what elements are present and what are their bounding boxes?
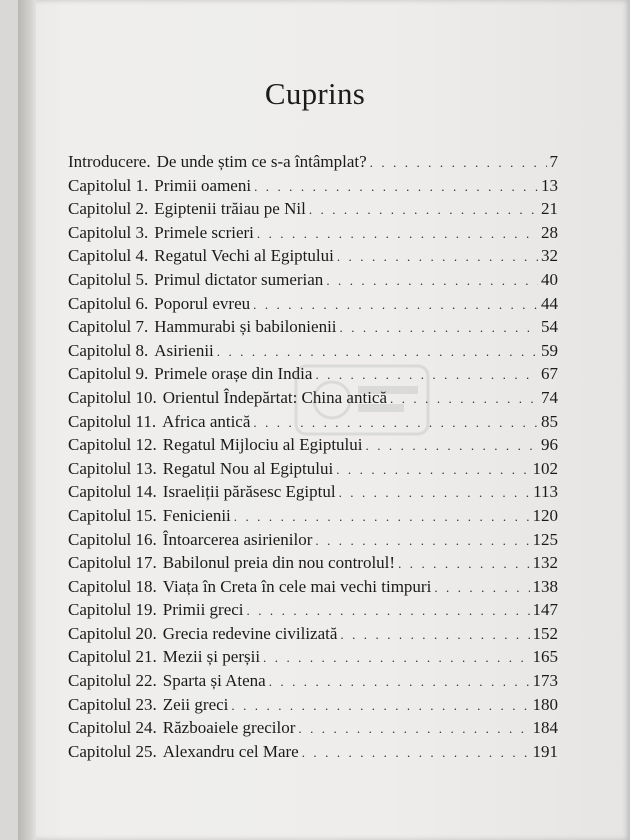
toc-entry-label: Capitolul 5. bbox=[68, 269, 149, 289]
toc-entry-title: Războaiele grecilor bbox=[162, 718, 296, 738]
toc-entry-label: Capitolul 25. bbox=[68, 741, 157, 761]
toc-entry-title: Alexandru cel Mare bbox=[162, 741, 299, 761]
toc-entry-title: Hammurabi și babilonienii bbox=[154, 317, 337, 337]
toc-entry-label: Capitolul 4. bbox=[68, 246, 149, 266]
toc-entry-title: Babilonul preia din nou controlul! bbox=[162, 553, 396, 573]
toc-entry-label: Capitolul 22. bbox=[68, 671, 157, 691]
toc-entry bbox=[68, 647, 558, 671]
toc-entry-label: Capitolul 12. bbox=[68, 435, 157, 455]
toc-entry-title: Primele scrieri bbox=[154, 222, 254, 242]
page-title: Cuprins bbox=[264, 76, 366, 111]
toc-entry-title: Sparta și Atena bbox=[162, 671, 266, 691]
toc-entry bbox=[68, 624, 558, 648]
toc-entry-label: Introducere. bbox=[68, 152, 151, 171]
toc-entry bbox=[68, 388, 558, 412]
toc-entry bbox=[68, 294, 558, 318]
toc-entry bbox=[68, 718, 558, 742]
toc-entry-title: De unde știm ce s-a întâmplat? bbox=[156, 152, 367, 171]
toc-dot-leader bbox=[370, 155, 547, 171]
toc-dot-leader bbox=[326, 273, 538, 289]
toc-entry-label: Capitolul 2. bbox=[68, 199, 149, 219]
toc-dot-leader bbox=[434, 580, 529, 596]
toc-entry bbox=[68, 600, 558, 624]
toc-entry-title: Zeii greci bbox=[162, 694, 229, 714]
toc-dot-leader bbox=[340, 320, 538, 336]
toc-entry bbox=[68, 742, 558, 766]
toc-dot-leader bbox=[234, 509, 530, 525]
toc-entry-page-number: 21 bbox=[541, 199, 558, 219]
toc-entry-page-number: 191 bbox=[532, 741, 558, 761]
toc-entry-page-number: 180 bbox=[532, 694, 558, 714]
toc-dot-leader bbox=[336, 462, 529, 478]
toc-entry-label: Capitolul 17. bbox=[68, 553, 157, 573]
toc-entry-title: Regatul Nou al Egiptului bbox=[162, 458, 334, 478]
toc-entry bbox=[68, 482, 558, 506]
toc-entry bbox=[68, 223, 558, 247]
toc-entry bbox=[68, 246, 558, 270]
toc-entry-title: Primul dictator sumerian bbox=[154, 269, 324, 289]
toc-dot-leader bbox=[309, 202, 538, 218]
toc-dot-leader bbox=[298, 721, 529, 737]
toc-entry bbox=[68, 412, 558, 436]
toc-entry-label: Capitolul 23. bbox=[68, 694, 157, 714]
toc-entry-label: Capitolul 8. bbox=[68, 340, 149, 360]
toc-entry-page-number: 165 bbox=[532, 647, 558, 667]
toc-entry-title: Mezii și perșii bbox=[162, 647, 261, 667]
toc-entry-page-number: 184 bbox=[532, 718, 558, 738]
toc-entry-label: Capitolul 6. bbox=[68, 293, 149, 313]
toc-entry bbox=[68, 459, 558, 483]
toc-entry-page-number: 125 bbox=[532, 529, 558, 549]
toc-entry bbox=[68, 317, 558, 341]
toc-entry-title: Primele orașe din India bbox=[154, 364, 313, 384]
toc-entry-title: Asirienii bbox=[154, 340, 214, 360]
toc-entry-page-number: 173 bbox=[532, 671, 558, 691]
toc-dot-leader bbox=[337, 249, 538, 265]
toc-dot-leader bbox=[315, 367, 538, 383]
toc-entry-title: Întoarcerea asirienilor bbox=[162, 529, 313, 549]
page-edge bbox=[18, 0, 36, 840]
toc-entry-title: Africa antică bbox=[162, 411, 251, 431]
toc-entry-label: Capitolul 15. bbox=[68, 505, 157, 525]
toc-entry bbox=[68, 553, 558, 577]
toc-entry-title: Israeliții părăsesc Egiptul bbox=[162, 482, 336, 502]
toc-dot-leader bbox=[247, 603, 530, 619]
toc-dot-leader bbox=[269, 674, 530, 690]
toc-dot-leader bbox=[253, 415, 538, 431]
toc-entry bbox=[68, 176, 558, 200]
toc-entry-label: Capitolul 13. bbox=[68, 458, 157, 478]
toc-entry-label: Capitolul 10. bbox=[68, 387, 157, 407]
toc-entry-title: Primii greci bbox=[162, 600, 244, 620]
toc-entry-page-number: 54 bbox=[541, 317, 558, 337]
toc-entry-page-number: 40 bbox=[541, 269, 558, 289]
toc-dot-leader bbox=[366, 438, 538, 454]
toc-entry-page-number: 96 bbox=[541, 435, 558, 455]
toc-entry-title: Orientul Îndepărtat: China antică bbox=[162, 387, 388, 407]
toc-entry-title: Grecia redevine civilizată bbox=[162, 623, 338, 643]
toc-dot-leader bbox=[217, 344, 538, 360]
toc-entry bbox=[68, 530, 558, 554]
toc-entry-page-number: 138 bbox=[532, 576, 558, 596]
toc-entry bbox=[68, 506, 558, 530]
toc-entry-label: Capitolul 20. bbox=[68, 623, 157, 643]
toc-dot-leader bbox=[231, 698, 529, 714]
toc-entry bbox=[68, 671, 558, 695]
toc-entry bbox=[68, 695, 558, 719]
toc-dot-leader bbox=[315, 533, 529, 549]
toc-dot-leader bbox=[263, 650, 529, 666]
toc-entry-page-number: 28 bbox=[541, 222, 558, 242]
toc-entry-label: Capitolul 14. bbox=[68, 482, 157, 502]
toc-entry-page-number: 74 bbox=[541, 387, 558, 407]
toc-entry-page-number: 85 bbox=[541, 411, 558, 431]
toc-entry bbox=[68, 341, 558, 365]
toc-entry-page-number: 120 bbox=[532, 505, 558, 525]
toc-dot-leader bbox=[253, 297, 538, 313]
toc-entry-page-number: 102 bbox=[532, 458, 558, 478]
toc-entry bbox=[68, 435, 558, 459]
toc-entry-label: Capitolul 1. bbox=[68, 175, 149, 195]
toc-dot-leader bbox=[302, 745, 530, 761]
toc-entry-page-number: 13 bbox=[541, 175, 558, 195]
toc-entry-label: Capitolul 9. bbox=[68, 364, 149, 384]
toc-entry bbox=[68, 152, 558, 176]
toc-entry-label: Capitolul 19. bbox=[68, 600, 157, 620]
toc-dot-leader bbox=[398, 556, 529, 572]
toc-entry-title: Regatul Mijlociu al Egiptului bbox=[162, 435, 363, 455]
toc-entry bbox=[68, 577, 558, 601]
toc-entry-title: Regatul Vechi al Egiptului bbox=[154, 246, 334, 266]
toc-dot-leader bbox=[254, 179, 538, 195]
toc-entry-page-number: 44 bbox=[541, 293, 558, 313]
toc-entry-label: Capitolul 21. bbox=[68, 647, 157, 667]
toc-entry-page-number: 132 bbox=[532, 553, 558, 573]
toc-entry-page-number: 152 bbox=[532, 623, 558, 643]
toc-entry-label: Capitolul 16. bbox=[68, 529, 157, 549]
toc-entry-label: Capitolul 3. bbox=[68, 222, 149, 242]
toc-entry-page-number: 113 bbox=[533, 482, 558, 502]
toc-entry-page-number: 32 bbox=[541, 246, 558, 266]
toc-dot-leader bbox=[390, 391, 538, 407]
toc-entry-title: Fenicienii bbox=[162, 505, 231, 525]
toc-entry bbox=[68, 199, 558, 223]
toc-entry-title: Primii oameni bbox=[154, 175, 252, 195]
toc-dot-leader bbox=[339, 485, 531, 501]
toc-entry-title: Poporul evreu bbox=[154, 293, 251, 313]
toc-entry-title: Viața în Creta în cele mai vechi timpuri bbox=[162, 576, 432, 596]
toc-entry bbox=[68, 270, 558, 294]
toc-entry bbox=[68, 364, 558, 388]
table-of-contents bbox=[68, 152, 558, 765]
toc-entry-label: Capitolul 7. bbox=[68, 317, 149, 337]
toc-entry-page-number: 147 bbox=[532, 600, 558, 620]
toc-entry-label: Capitolul 18. bbox=[68, 576, 157, 596]
toc-dot-leader bbox=[340, 627, 529, 643]
toc-entry-page-number: 67 bbox=[541, 364, 558, 384]
toc-entry-label: Capitolul 11. bbox=[68, 411, 157, 431]
toc-dot-leader bbox=[257, 226, 538, 242]
toc-entry-label: Capitolul 24. bbox=[68, 718, 157, 738]
toc-entry-page-number: 7 bbox=[549, 152, 558, 171]
toc-entry-page-number: 59 bbox=[541, 340, 558, 360]
toc-entry-title: Egiptenii trăiau pe Nil bbox=[154, 199, 306, 219]
